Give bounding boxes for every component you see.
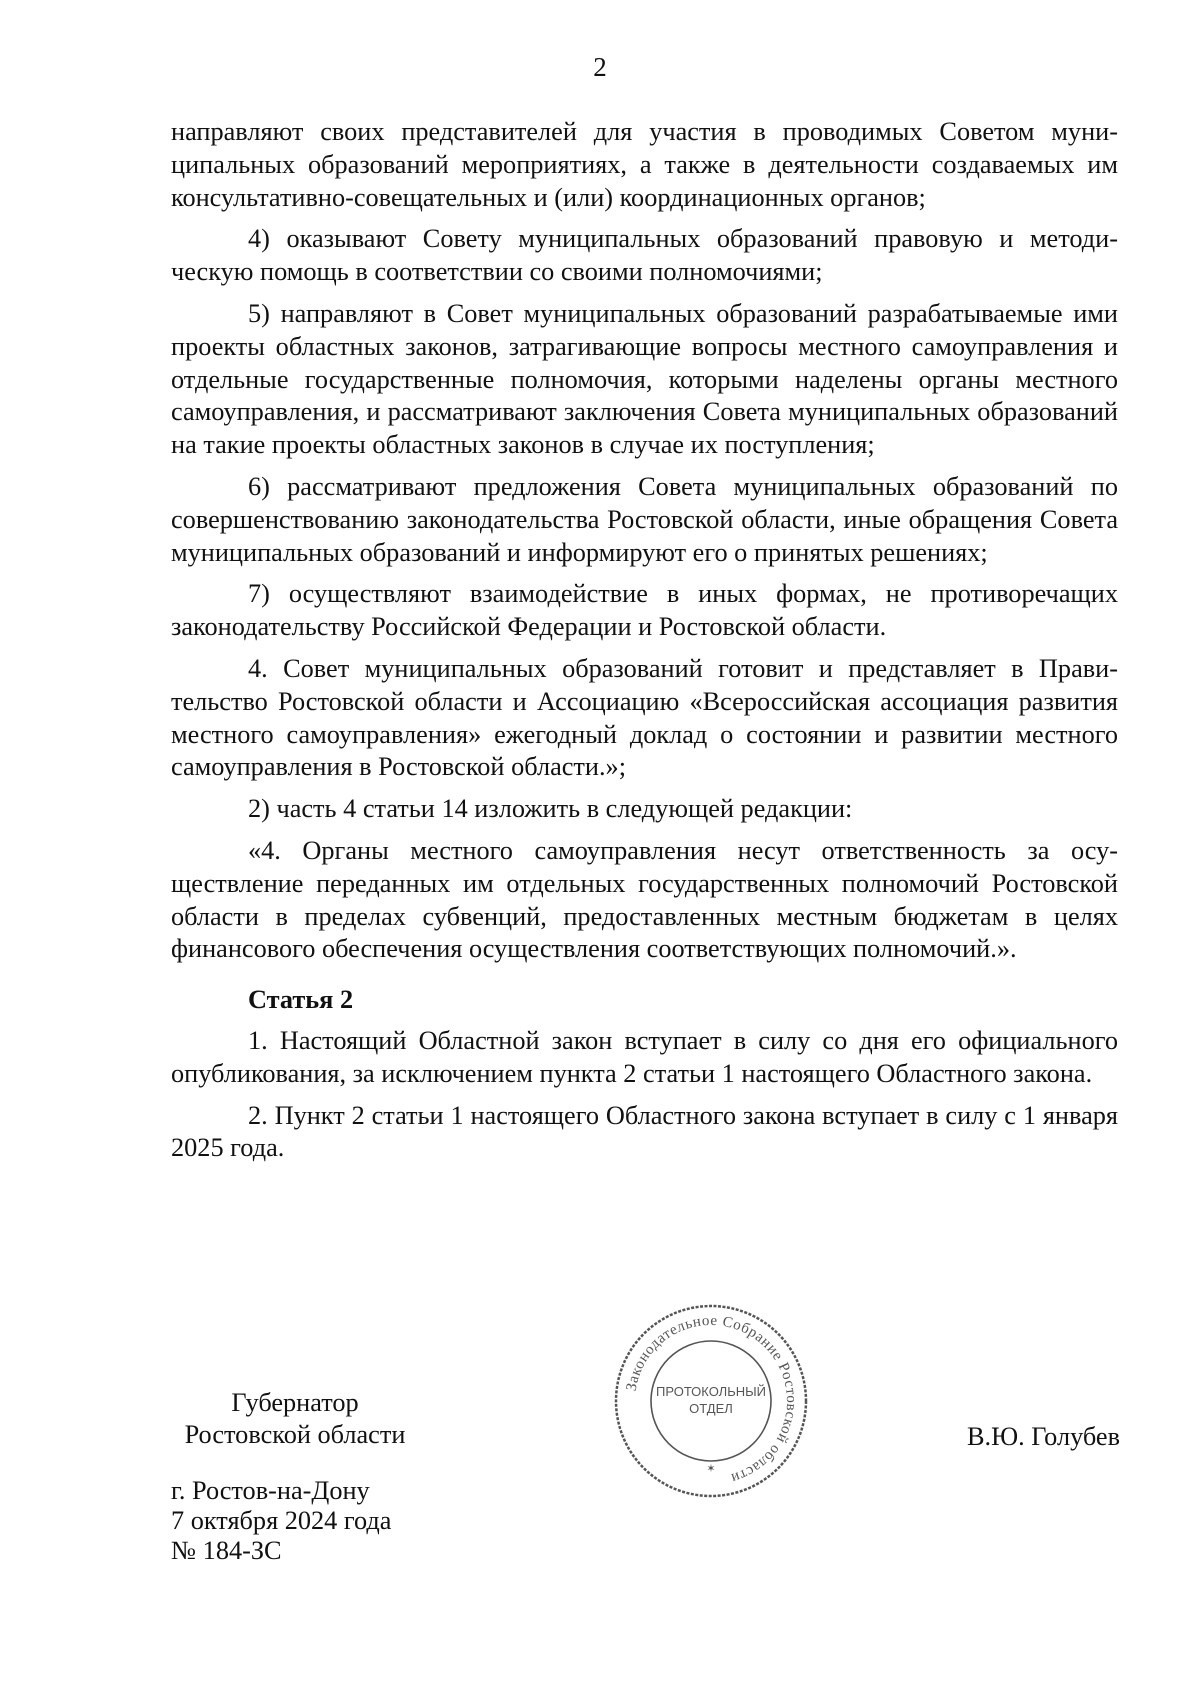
svg-text:Законодательное Собрание Росто [624, 1313, 799, 1486]
signatory-name: В.Ю. Голубев [966, 1422, 1120, 1451]
article-2-heading: Статья 2 [248, 985, 354, 1015]
paragraph-continuation: направляют своих представителей для участия в проводимых Советом муниципальных образований мероприятиях, а также в деятельности создаваемых им консультативно-совещательных и (или) координационных органов; [171, 117, 1118, 212]
signatory-title-line-1: Губернатор [231, 1388, 359, 1417]
paragraph-item-4: 4) оказывают Совету муниципальных образований правовую и методическую помощь в соответствии со своими полномочиями; [171, 224, 1118, 287]
stamp-inner-line-1: ПРОТОКОЛЬНЫЙ [655, 1384, 767, 1399]
paragraph-item-6: 6) рассматривают предложения Совета муниципальных образований по совершенствованию законодательства Ростовской области, иные обращения Совета муниципальных образований и информируют его о принятых решениях; [171, 471, 1118, 567]
stamp-outer-text: Законодательное Собрание Ростовской области [623, 1312, 800, 1487]
stamp-seal-icon [612, 1302, 810, 1500]
signatory-title-line-2: Ростовской области [184, 1420, 406, 1449]
official-stamp [612, 1302, 810, 1500]
page-number: 2 [593, 52, 607, 82]
svg-text:✶: ✶ [706, 1463, 716, 1475]
paragraph-new-part-4: «4. Органы местного самоуправления несут ответственность за осуществление переданных им отдельных государственных полномочий Ростовской области в пределах субвенций, предоставленных местным бюджетам в целях финансового обеспечения осуществления соответствующих полномочий.». [171, 835, 1118, 964]
law-number: № 184-ЗС [171, 1536, 282, 1565]
enactment-details [171, 1476, 391, 1566]
document-body [171, 116, 1118, 1174]
paragraph-item-7: 7) осуществляют взаимодействие в иных формах, не противоречащих законодательству Российской Федерации и Ростовской области. [171, 579, 1118, 642]
paragraph-part-4: 4. Совет муниципальных образований готовит и представляет в Правительство Ростовской области и Ассоциацию «Всероссийская ассоциация развития местного самоуправления» ежегодный доклад о состоянии и развитии местного самоуправления в Ростовской области.»; [171, 653, 1118, 782]
stamp-inner-line-2: ОТДЕЛ [689, 1401, 733, 1416]
paragraph-amendment-2: 2) часть 4 статьи 14 изложить в следующей редакции: [248, 794, 853, 824]
enactment-city: г. Ростов-на-Дону [171, 1476, 370, 1505]
enactment-date: 7 октября 2024 года [171, 1506, 392, 1535]
article-2-paragraph-2: 2. Пункт 2 статьи 1 настоящего Областного закона вступает в силу с 1 января 2025 года. [171, 1100, 1118, 1163]
article-2-paragraph-1: 1. Настоящий Областной закон вступает в силу со дня его официального опубликования, за исключением пункта 2 статьи 1 настоящего Областного закона. [171, 1025, 1118, 1088]
paragraph-item-5: 5) направляют в Совет муниципальных образований разрабатываемые ими проекты областных законов, затрагивающие вопросы местного самоуправления и отдельные государственные полномочия, которыми наделены органы местного самоуправления, и рассматривают заключения Совета муниципальных образований на такие проекты областных законов в случае их поступления; [171, 298, 1118, 460]
signatory-title [175, 1387, 415, 1451]
